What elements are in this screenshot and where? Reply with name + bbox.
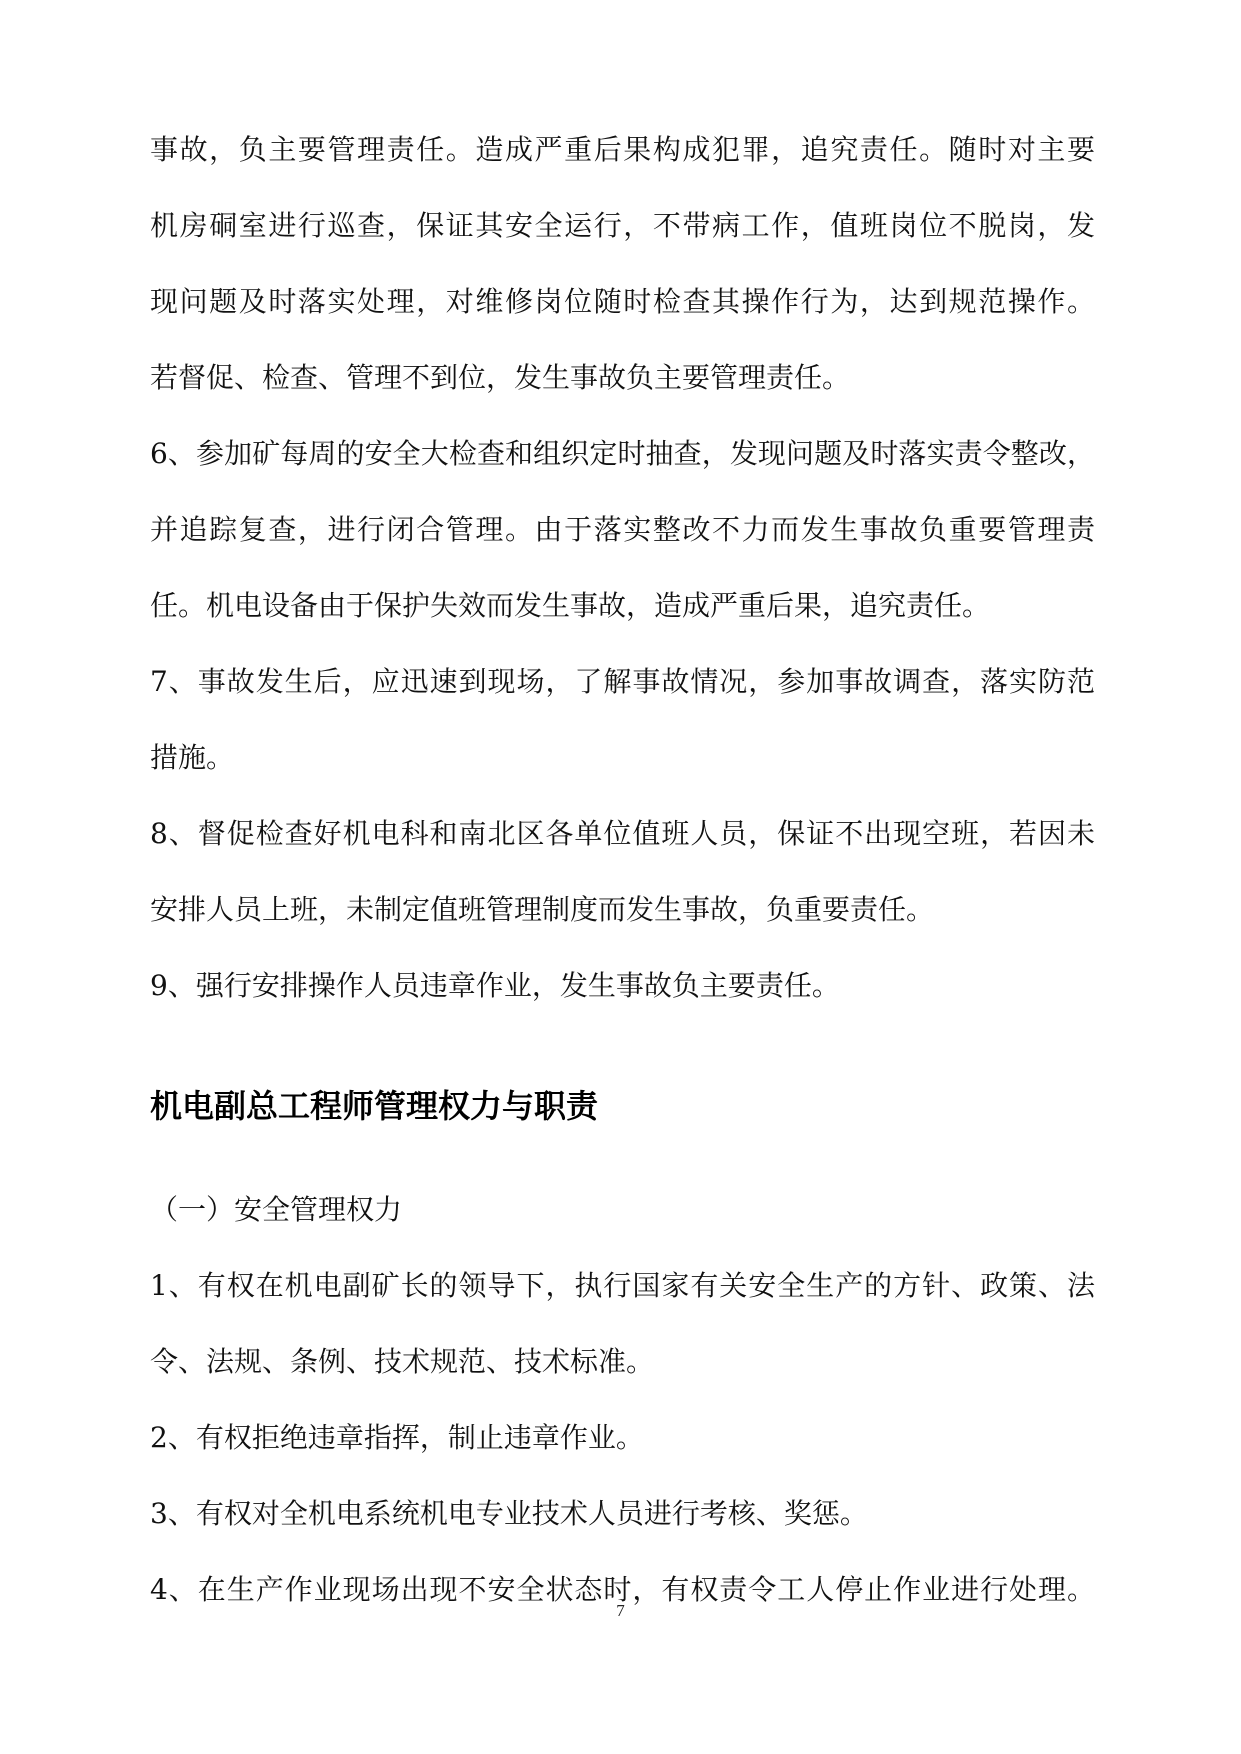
body-line: 令、法规、条例、技术规范、技术标准。 [150, 1345, 655, 1378]
body-line: 安排人员上班，未制定值班管理制度而发生事故，负重要责任。 [150, 893, 935, 926]
body-line: 现问题及时落实处理，对维修岗位随时检查其操作行为，达到规范操作。 [150, 285, 1095, 318]
body-line: 措施。 [150, 741, 235, 774]
section-heading: 机电副总工程师管理权力与职责 [150, 1087, 599, 1125]
body-line: 机房硐室进行巡查，保证其安全运行，不带病工作，值班岗位不脱岗，发 [150, 209, 1095, 242]
body-line: 8、督促检查好机电科和南北区各单位值班人员，保证不出现空班，若因未 [150, 817, 1095, 850]
body-line: 任。机电设备由于保护失效而发生事故，造成严重后果，追究责任。 [150, 589, 991, 622]
body-line: 7、事故发生后，应迅速到现场，了解事故情况，参加事故调查，落实防范 [150, 665, 1095, 698]
body-line: 并追踪复查，进行闭合管理。由于落实整改不力而发生事故负重要管理责 [150, 513, 1095, 546]
body-line: 1、有权在机电副矿长的领导下，执行国家有关安全生产的方针、政策、法 [150, 1269, 1095, 1302]
subsection-title: （一）安全管理权力 [150, 1193, 403, 1226]
body-line: 3、有权对全机电系统机电专业技术人员进行考核、奖惩。 [150, 1497, 868, 1530]
body-line: 4、在生产作业现场出现不安全状态时，有权责令工人停止作业进行处理。 [150, 1573, 1095, 1606]
body-line: 9、强行安排操作人员违章作业，发生事故负主要责任。 [150, 969, 840, 1002]
page-number: 7 [616, 1601, 625, 1620]
body-line: 6、参加矿每周的安全大检查和组织定时抽查，发现问题及时落实责令整改， [150, 437, 1095, 470]
body-line: 若督促、检查、管理不到位，发生事故负主要管理责任。 [150, 361, 851, 394]
body-line: 事故，负主要管理责任。造成严重后果构成犯罪，追究责任。随时对主要 [150, 133, 1095, 166]
body-line: 2、有权拒绝违章指挥，制止违章作业。 [150, 1421, 644, 1454]
